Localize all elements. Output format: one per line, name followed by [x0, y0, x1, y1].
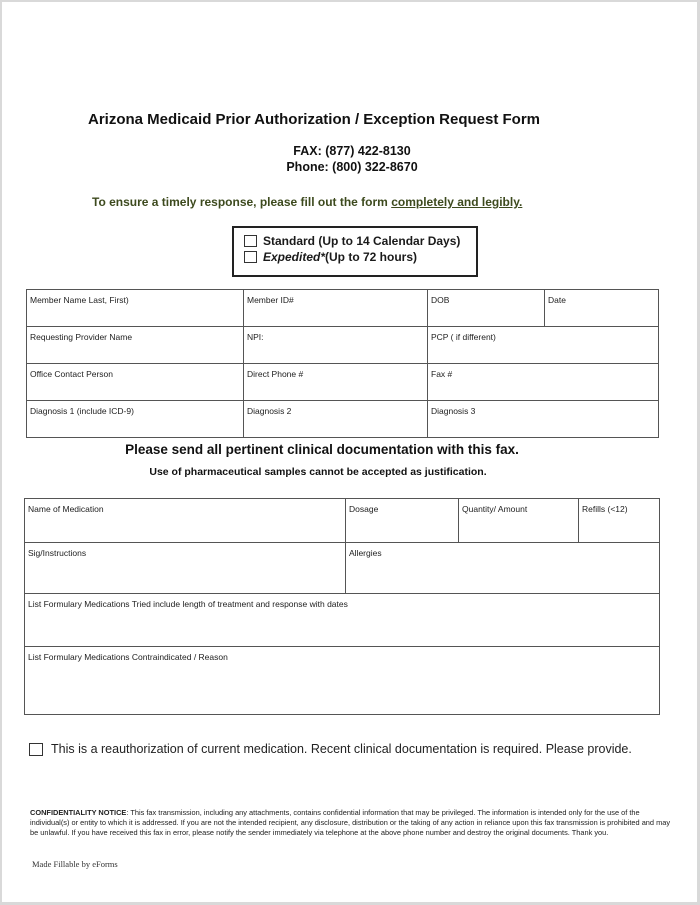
date-field[interactable]: Date: [545, 290, 659, 327]
medication-name-field[interactable]: Name of Medication: [25, 499, 346, 543]
pcp-field[interactable]: PCP ( if different): [428, 327, 659, 364]
table-row: [25, 499, 660, 543]
timely-prefix: To ensure a timely response, please fill out the form: [92, 195, 392, 209]
diagnosis-2-field[interactable]: Diagnosis 2: [244, 401, 428, 438]
formulary-tried-field[interactable]: List Formulary Medications Tried include length of treatment and response with dates: [25, 594, 660, 647]
requesting-provider-field[interactable]: Requesting Provider Name: [27, 327, 244, 364]
sig-instructions-field[interactable]: Sig/Instructions: [25, 543, 346, 594]
reauthorization-checkbox[interactable]: [29, 743, 43, 756]
timely-emphasis: completely and legibly.: [391, 195, 523, 209]
dosage-field[interactable]: Dosage: [346, 499, 459, 543]
table-row: [27, 290, 659, 327]
form-title: Arizona Medicaid Prior Authorization / Exception Request Form: [88, 111, 540, 128]
table-row: [25, 647, 660, 715]
member-id-field[interactable]: Member ID#: [244, 290, 428, 327]
expedited-label: Expedited*: [263, 250, 326, 264]
quantity-field[interactable]: Quantity/ Amount: [459, 499, 579, 543]
formulary-contraindicated-field[interactable]: List Formulary Medications Contraindicated / Reason: [25, 647, 660, 715]
standard-label: Standard (Up to 14 Calendar Days): [263, 234, 461, 248]
office-contact-field[interactable]: Office Contact Person: [27, 364, 244, 401]
reauthorization-option[interactable]: [29, 742, 632, 756]
confidentiality-notice: [30, 808, 672, 839]
allergies-field[interactable]: Allergies: [346, 543, 660, 594]
direct-phone-field[interactable]: Direct Phone #: [244, 364, 428, 401]
refills-field[interactable]: Refills (<12): [579, 499, 660, 543]
timely-response-note: [92, 195, 522, 209]
reauthorization-label: This is a reauthorization of current medication. Recent clinical documentation is required. Please provide.: [51, 742, 632, 756]
confidentiality-text: : This fax transmission, including any attachments, contains confidential information that may be privileged. The information is intended only for the use of the individual(s) or entity to which it is addressed. If you are not the intended recipient, any disclosure, distribution or the taking of any action in reliance upon this fax transmission is prohibited and may be unlawful. If you have received this fax in error, please notify the sender immediately via telephone at the above phone number and destroy the original documents. Thank you.: [30, 808, 671, 838]
table-row: [25, 543, 660, 594]
table-row: [27, 401, 659, 438]
priority-box: [232, 226, 478, 277]
dob-field[interactable]: DOB: [428, 290, 545, 327]
send-documentation-notice: Please send all pertinent clinical documentation with this fax.: [125, 442, 519, 457]
npi-field[interactable]: NPI:: [244, 327, 428, 364]
fax-number: FAX: (877) 422-8130: [293, 144, 411, 158]
diagnosis-1-field[interactable]: Diagnosis 1 (include ICD-9): [27, 401, 244, 438]
member-name-field[interactable]: Member Name Last, First): [27, 290, 244, 327]
fax-field[interactable]: Fax #: [428, 364, 659, 401]
samples-notice: Use of pharmaceutical samples cannot be accepted as justification.: [149, 466, 487, 478]
form-page: [2, 2, 697, 902]
standard-option[interactable]: [244, 234, 460, 248]
confidentiality-heading: CONFIDENTIALITY NOTICE: [30, 808, 127, 817]
expedited-suffix: (Up to 72 hours): [325, 250, 418, 264]
made-fillable-credit: Made Fillable by eForms: [32, 859, 118, 869]
member-info-table: [26, 289, 659, 438]
standard-checkbox[interactable]: [244, 235, 257, 247]
expedited-checkbox[interactable]: [244, 251, 257, 263]
table-row: [27, 327, 659, 364]
medication-table: [24, 498, 660, 715]
table-row: [25, 594, 660, 647]
phone-number: Phone: (800) 322-8670: [286, 160, 418, 174]
diagnosis-3-field[interactable]: Diagnosis 3: [428, 401, 659, 438]
expedited-option[interactable]: [244, 250, 417, 264]
table-row: [27, 364, 659, 401]
